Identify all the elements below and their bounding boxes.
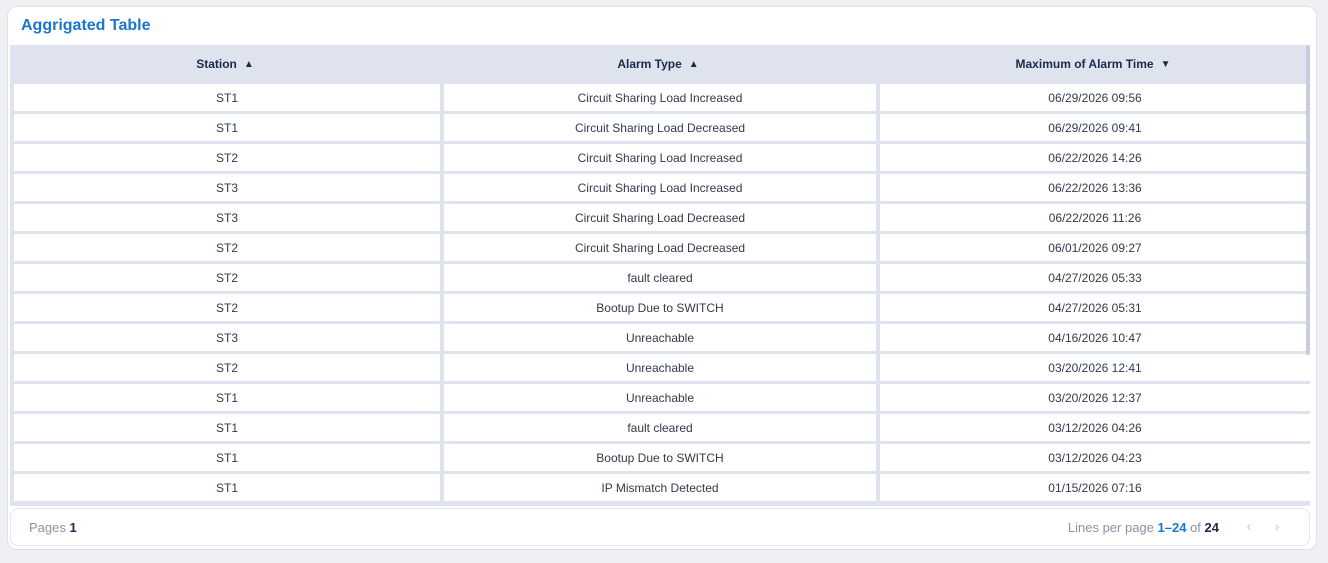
cell-alarm-type: Circuit Sharing Load Increased (444, 174, 876, 201)
table-row[interactable] (10, 204, 1310, 231)
table-row[interactable] (10, 474, 1310, 501)
lines-range: 1–24 (1157, 520, 1187, 535)
column-header-station[interactable] (10, 45, 440, 83)
column-header-label: Maximum of Alarm Time (1015, 57, 1154, 71)
card-title: Aggrigated Table (21, 17, 151, 34)
cell-alarm-time: 04/27/2026 05:31 (880, 294, 1310, 321)
cell-alarm-time: 03/20/2026 12:37 (880, 384, 1310, 411)
column-header-max-alarm-time[interactable] (876, 45, 1310, 83)
cell-alarm-type: fault cleared (444, 264, 876, 291)
table-row[interactable] (10, 294, 1310, 321)
cell-alarm-time: 06/22/2026 13:36 (880, 174, 1310, 201)
sort-asc-icon[interactable]: ▲ (688, 58, 699, 70)
table-row[interactable] (10, 264, 1310, 291)
cell-alarm-time: 04/16/2026 10:47 (880, 324, 1310, 351)
table-row[interactable] (10, 174, 1310, 201)
cell-alarm-time: 06/22/2026 11:26 (880, 204, 1310, 231)
cell-alarm-time: 03/12/2026 04:26 (880, 414, 1310, 441)
table-row[interactable] (10, 114, 1310, 141)
cell-station: ST2 (14, 294, 440, 321)
aggregated-table-card (7, 6, 1317, 550)
cell-alarm-time: 06/01/2026 09:27 (880, 234, 1310, 261)
cell-alarm-type: Circuit Sharing Load Increased (444, 144, 876, 171)
chevron-left-icon[interactable]: ‹ (1246, 518, 1252, 534)
table-row[interactable] (10, 324, 1310, 351)
chevron-right-icon[interactable]: › (1274, 518, 1280, 534)
column-header-alarm-type[interactable] (440, 45, 876, 83)
cell-station: ST2 (14, 234, 440, 261)
table-row[interactable] (10, 144, 1310, 171)
cell-alarm-type: Unreachable (444, 324, 876, 351)
cell-station: ST2 (14, 354, 440, 381)
grid-header (10, 45, 1310, 83)
cell-station: ST1 (14, 474, 440, 501)
vertical-scrollbar[interactable] (1306, 45, 1310, 355)
cell-alarm-time: 06/22/2026 14:26 (880, 144, 1310, 171)
cell-alarm-time: 06/29/2026 09:41 (880, 114, 1310, 141)
table-row[interactable] (10, 354, 1310, 381)
sort-desc-icon[interactable]: ▼ (1160, 58, 1171, 70)
cell-alarm-type: Bootup Due to SWITCH (444, 444, 876, 471)
of-label: of (1190, 520, 1201, 535)
cell-alarm-time: 03/12/2026 04:23 (880, 444, 1310, 471)
data-grid (10, 45, 1310, 506)
cell-station: ST1 (14, 444, 440, 471)
cell-alarm-time: 03/20/2026 12:41 (880, 354, 1310, 381)
lines-per-page (1068, 520, 1219, 535)
cell-alarm-type: IP Mismatch Detected (444, 474, 876, 501)
pages-indicator (29, 520, 77, 535)
cell-station: ST3 (14, 324, 440, 351)
cell-alarm-time: 06/29/2026 09:56 (880, 84, 1310, 111)
cell-alarm-type: Circuit Sharing Load Increased (444, 84, 876, 111)
cell-station: ST3 (14, 204, 440, 231)
sort-asc-icon[interactable]: ▲ (243, 58, 254, 70)
cell-alarm-type: Circuit Sharing Load Decreased (444, 234, 876, 261)
cell-alarm-time: 01/15/2026 07:16 (880, 474, 1310, 501)
cell-alarm-type: Unreachable (444, 384, 876, 411)
cell-station: ST1 (14, 384, 440, 411)
column-header-label: Station (196, 57, 237, 71)
lines-label: Lines per page (1067, 520, 1154, 535)
cell-station: ST2 (14, 144, 440, 171)
cell-alarm-time: 04/27/2026 05:33 (880, 264, 1310, 291)
cell-station: ST1 (14, 84, 440, 111)
cell-alarm-type: Circuit Sharing Load Decreased (444, 114, 876, 141)
table-row[interactable] (10, 234, 1310, 261)
pages-label: Pages (29, 520, 66, 535)
cell-station: ST1 (14, 414, 440, 441)
table-row[interactable] (10, 444, 1310, 471)
grid-body (10, 84, 1310, 504)
table-row[interactable] (10, 84, 1310, 111)
cell-station: ST1 (14, 114, 440, 141)
column-header-label: Alarm Type (617, 57, 682, 71)
cell-alarm-type: Bootup Due to SWITCH (444, 294, 876, 321)
cell-alarm-type: Circuit Sharing Load Decreased (444, 204, 876, 231)
cell-station: ST3 (14, 174, 440, 201)
grid-footer (10, 508, 1310, 546)
cell-alarm-type: fault cleared (444, 414, 876, 441)
table-row[interactable] (10, 414, 1310, 441)
lines-total: 24 (1204, 520, 1219, 535)
pages-value: 1 (69, 520, 77, 535)
cell-station: ST2 (14, 264, 440, 291)
table-row[interactable] (10, 384, 1310, 411)
cell-alarm-type: Unreachable (444, 354, 876, 381)
